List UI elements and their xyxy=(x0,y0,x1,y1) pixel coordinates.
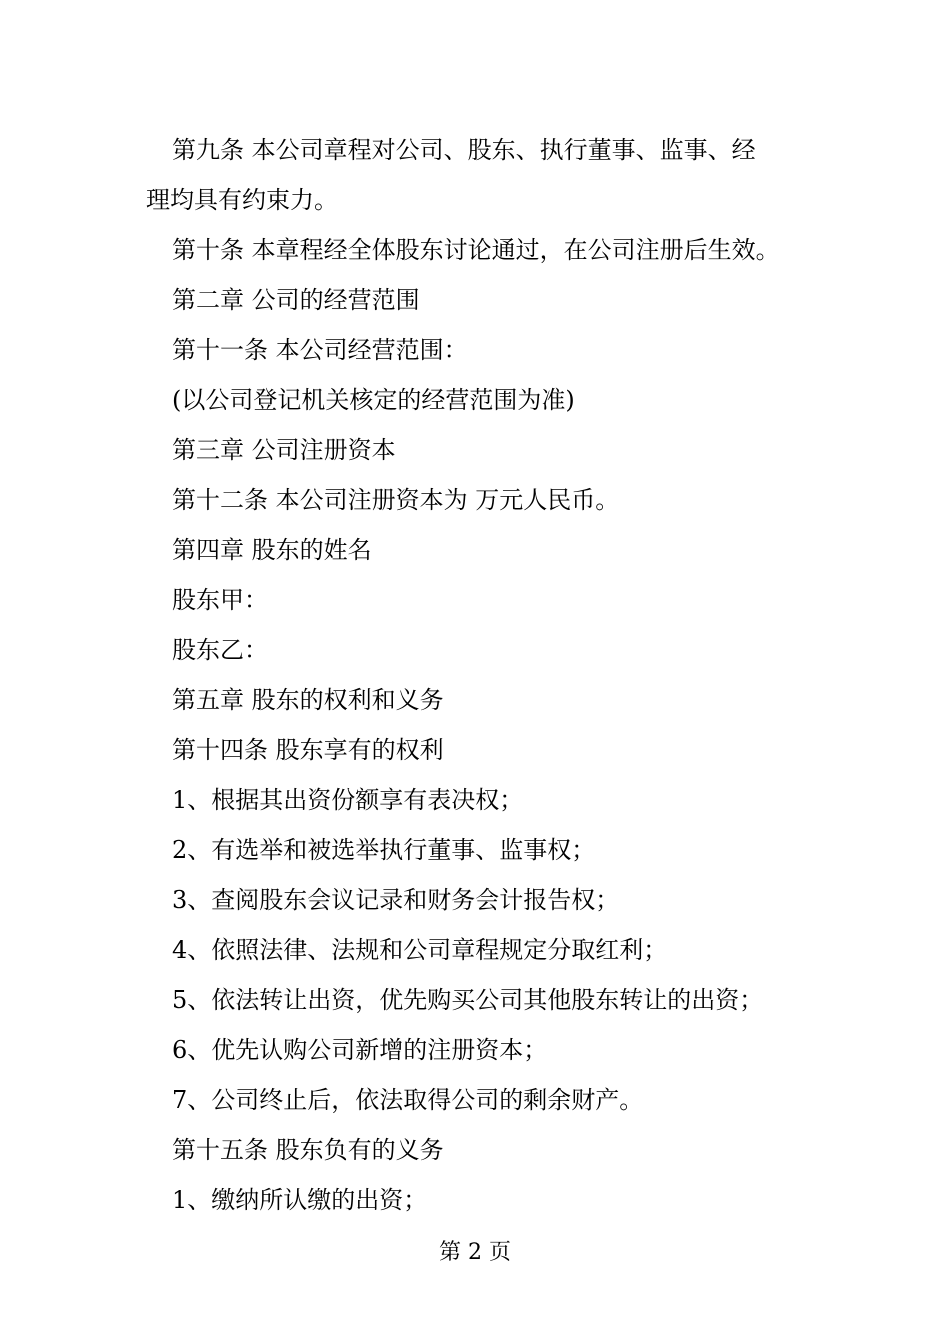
text-line: 理均具有约束力。 xyxy=(146,186,338,214)
text-line: 第十条 本章程经全体股东讨论通过，在公司注册后生效。 xyxy=(172,236,780,264)
list-item: 5、依法转让出资，优先购买公司其他股东转让的出资； xyxy=(172,986,764,1014)
list-item: 6、优先认购公司新增的注册资本； xyxy=(172,1036,548,1064)
list-item: 1、根据其出资份额享有表决权； xyxy=(172,786,524,814)
list-item: 3、查阅股东会议记录和财务会计报告权； xyxy=(172,886,620,914)
text-line: 第十一条 本公司经营范围： xyxy=(172,336,468,364)
chapter-heading: 第二章 公司的经营范围 xyxy=(172,286,420,314)
chapter-heading: 第四章 股东的姓名 xyxy=(172,536,372,564)
chapter-heading: 第五章 股东的权利和义务 xyxy=(172,686,444,714)
list-item: 2、有选举和被选举执行董事、监事权； xyxy=(172,836,596,864)
text-line: 第十四条 股东享有的权利 xyxy=(172,736,444,764)
text-line: 股东甲： xyxy=(172,586,268,614)
text-line: 第十二条 本公司注册资本为 万元人民币。 xyxy=(172,486,620,514)
text-line: 股东乙： xyxy=(172,636,268,664)
page-number: 第 2 页 xyxy=(439,1240,511,1265)
text-line: 第十五条 股东负有的义务 xyxy=(172,1136,444,1164)
list-item: 1、缴纳所认缴的出资； xyxy=(172,1186,428,1214)
text-line: 第九条 本公司章程对公司、股东、执行董事、监事、经 xyxy=(172,136,756,164)
text-line: (以公司登记机关核定的经营范围为准) xyxy=(172,386,575,414)
list-item: 7、公司终止后，依法取得公司的剩余财产。 xyxy=(172,1086,644,1114)
list-item: 4、依照法律、法规和公司章程规定分取红利； xyxy=(172,936,668,964)
chapter-heading: 第三章 公司注册资本 xyxy=(172,436,396,464)
